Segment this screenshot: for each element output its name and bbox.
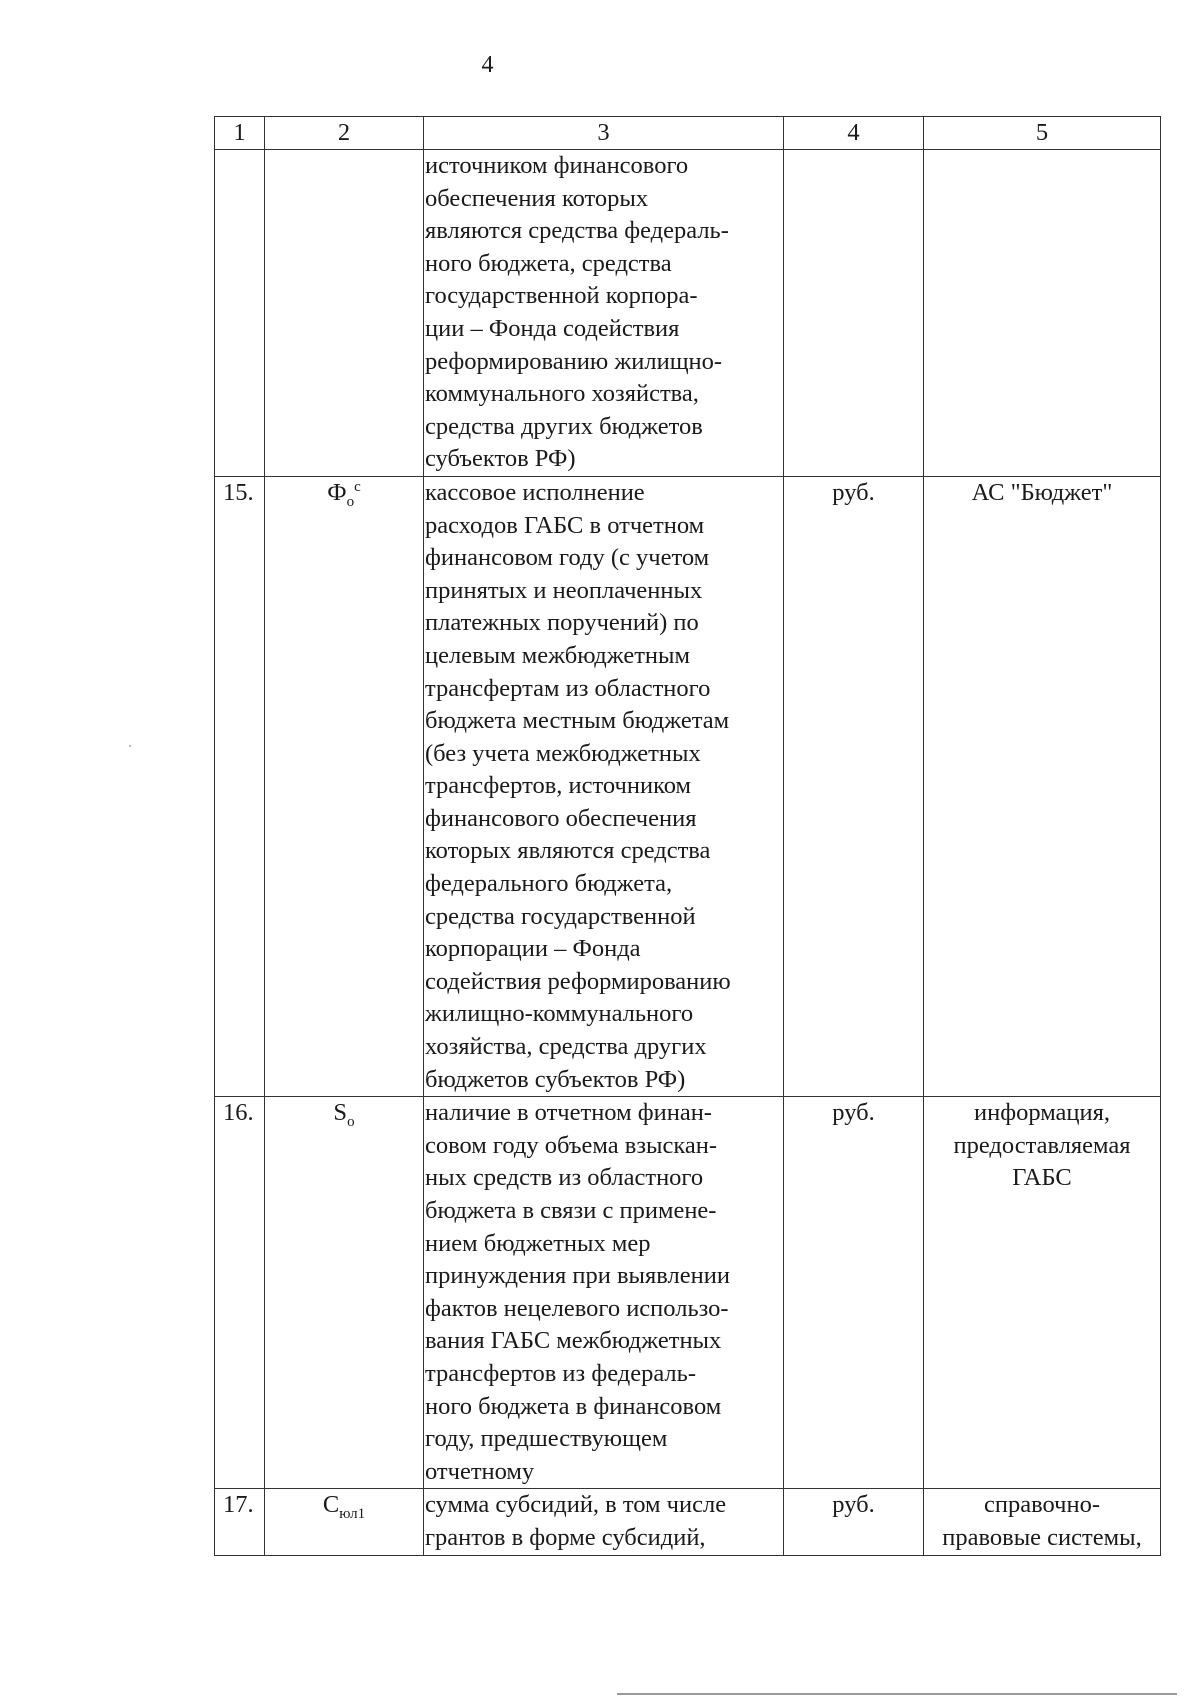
description-line: фактов нецелевого использо- bbox=[425, 1294, 729, 1322]
description-line: финансового обеспечения bbox=[425, 804, 697, 832]
description-line: содействия реформированию bbox=[425, 967, 731, 995]
indicator-description bbox=[424, 150, 784, 477]
data-source bbox=[924, 476, 1161, 1096]
source-line: АС "Бюджет" bbox=[971, 478, 1113, 506]
data-source bbox=[924, 1489, 1161, 1555]
description-line: бюджета местным бюджетам bbox=[425, 707, 730, 735]
description-line: ции – Фонда содействия bbox=[425, 314, 680, 342]
description-line: бюджета в связи с примене- bbox=[425, 1197, 717, 1224]
table-body bbox=[215, 150, 1161, 1556]
symbol-base: Ф bbox=[327, 478, 347, 506]
row-number: 16. bbox=[215, 1097, 265, 1489]
source-line: справочно- bbox=[984, 1491, 1100, 1519]
data-source bbox=[924, 150, 1161, 477]
table-row bbox=[215, 476, 1161, 1096]
table-row bbox=[215, 1097, 1161, 1489]
description-line: бюджетов субъектов РФ) bbox=[425, 1065, 686, 1093]
symbol-base: S bbox=[333, 1099, 348, 1127]
table-row bbox=[215, 150, 1161, 477]
source-line: правовые системы, bbox=[942, 1523, 1142, 1551]
description-line: источником финансового bbox=[425, 152, 689, 179]
description-line: трансфертам из областного bbox=[425, 674, 711, 702]
source-line: информация, bbox=[973, 1099, 1111, 1127]
symbol-subscript: юл1 bbox=[339, 1506, 366, 1523]
description-line: средства государственной bbox=[425, 902, 696, 930]
data-source bbox=[924, 1097, 1161, 1489]
description-line: расходов ГАБС в отчетном bbox=[425, 511, 705, 539]
description-line: грантов в форме субсидий, bbox=[425, 1523, 706, 1551]
header-col-2: 2 bbox=[265, 117, 424, 150]
description-line: ного бюджета, средства bbox=[425, 249, 672, 277]
description-line: вания ГАБС межбюджетных bbox=[425, 1327, 722, 1355]
indicator-symbol bbox=[265, 1097, 424, 1489]
description-line: средства других бюджетов bbox=[425, 412, 703, 440]
description-line: нием бюджетных мер bbox=[425, 1229, 651, 1257]
table-row bbox=[215, 1489, 1161, 1555]
description-line: государственной корпора- bbox=[425, 282, 698, 310]
description-line: кассовое исполнение bbox=[425, 478, 645, 506]
source-line: предоставляемая bbox=[953, 1131, 1131, 1159]
description-line: жилищно-коммунального bbox=[425, 1000, 694, 1028]
description-line: хозяйства, средства других bbox=[425, 1033, 707, 1061]
unit-of-measure: руб. bbox=[784, 1489, 924, 1555]
header-col-4: 4 bbox=[784, 117, 924, 150]
page-number: 4 bbox=[481, 52, 494, 78]
description-line: коммунального хозяйства, bbox=[425, 380, 699, 408]
scan-speck bbox=[129, 745, 131, 747]
description-line: платежных поручений) по bbox=[425, 609, 699, 637]
table-header bbox=[215, 117, 1161, 150]
description-line: наличие в отчетном финан- bbox=[425, 1099, 712, 1127]
description-line: ного бюджета в финансовом bbox=[425, 1392, 722, 1420]
indicator-symbol bbox=[265, 1489, 424, 1555]
unit-of-measure: руб. bbox=[784, 1097, 924, 1489]
description-line: ных средств из областного bbox=[425, 1164, 704, 1192]
description-line: трансфертов, источником bbox=[425, 772, 692, 800]
description-line: отчетному bbox=[425, 1457, 535, 1485]
header-col-1: 1 bbox=[215, 117, 265, 150]
description-line: принятых и неоплаченных bbox=[425, 576, 703, 604]
description-line: федерального бюджета, bbox=[425, 870, 673, 898]
symbol-base: С bbox=[322, 1491, 340, 1519]
description-line: являются средства федераль- bbox=[425, 217, 729, 245]
indicator-description bbox=[424, 1097, 784, 1489]
row-number bbox=[215, 150, 265, 477]
description-line: целевым межбюджетным bbox=[425, 641, 690, 669]
description-line: году, предшествующем bbox=[425, 1425, 668, 1453]
row-number: 17. bbox=[215, 1489, 265, 1555]
description-line: (без учета межбюджетных bbox=[425, 739, 701, 767]
indicator-symbol bbox=[265, 150, 424, 477]
indicator-table bbox=[214, 116, 1161, 1556]
description-line: субъектов РФ) bbox=[425, 445, 576, 473]
scan-edge-line bbox=[617, 1693, 1177, 1695]
table-header-row bbox=[215, 117, 1161, 150]
description-line: сумма субсидий, в том числе bbox=[425, 1491, 727, 1519]
description-line: трансфертов из федераль- bbox=[425, 1359, 696, 1387]
header-col-3: 3 bbox=[424, 117, 784, 150]
description-line: финансовом году (с учетом bbox=[425, 544, 710, 572]
row-number: 15. bbox=[215, 476, 265, 1096]
indicator-description bbox=[424, 476, 784, 1096]
description-line: которых являются средства bbox=[425, 837, 711, 865]
header-col-5: 5 bbox=[924, 117, 1161, 150]
description-line: обеспечения которых bbox=[425, 184, 649, 212]
indicator-symbol bbox=[265, 476, 424, 1096]
description-line: совом году объема взыскан- bbox=[425, 1131, 718, 1159]
description-line: реформированию жилищно- bbox=[425, 347, 723, 375]
symbol-subscript: о bbox=[347, 1114, 355, 1131]
symbol-subscript: о bbox=[346, 493, 355, 510]
indicator-description bbox=[424, 1489, 784, 1555]
unit-of-measure: руб. bbox=[784, 476, 924, 1096]
description-line: корпорации – Фонда bbox=[425, 935, 641, 963]
unit-of-measure bbox=[784, 150, 924, 477]
source-line: ГАБС bbox=[1012, 1164, 1072, 1192]
symbol-superscript: с bbox=[354, 478, 361, 495]
description-line: принуждения при выявлении bbox=[425, 1262, 730, 1290]
